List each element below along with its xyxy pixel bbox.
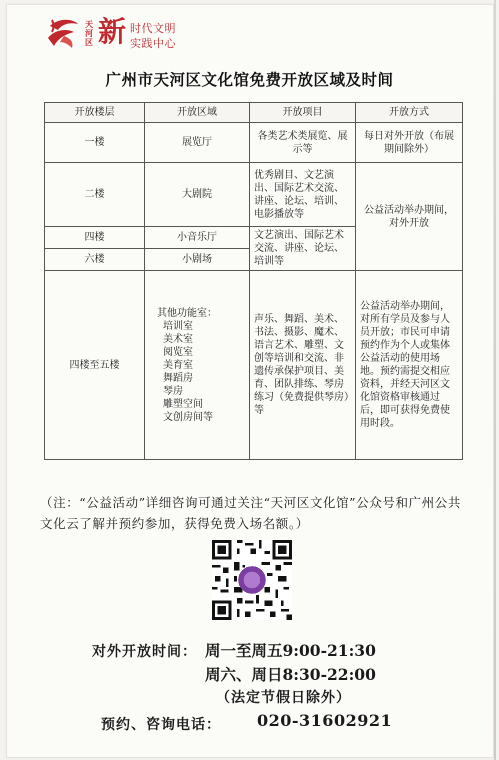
page-title: 广州市天河区文化馆免费开放区域及时间 (105, 71, 394, 89)
table-row (45, 271, 463, 460)
list-item: 文创房间等 (163, 411, 213, 423)
logo-swirl-icon (44, 16, 82, 50)
schedule-table (44, 102, 463, 460)
header-project: 开放项目 (250, 103, 356, 123)
header-method: 开放方式 (356, 103, 463, 123)
cell-project: 文艺演出、国际艺术交流、讲座、论坛、培训等 (250, 227, 356, 271)
hours-weekend: 周六、周日8:30-22:00 (205, 665, 376, 684)
hours-weekday: 周一至周五9:00-21:30 (205, 641, 376, 660)
qr-code-icon (212, 540, 292, 620)
cell-area: 小音乐厅 (145, 227, 250, 249)
cell-floor: 四楼至五楼 (45, 271, 145, 460)
logo-big-char: 新 (98, 15, 127, 48)
logo-line-2: 实践中心 (130, 37, 176, 50)
cell-area: 大剧院 (145, 163, 250, 227)
cell-project: 声乐、舞蹈、美术、书法、摄影、魔术、语言艺术、雕塑、文创等培训和交流、非遗传承保护项目、美育、团队排练、琴房练习（免费提供琴房）等 (250, 271, 356, 460)
table-row (45, 163, 463, 227)
list-item: 培训室 (163, 320, 193, 332)
contact-label: 预约、咨询电话： (101, 717, 221, 733)
cell-method-shared: 公益活动举办期间，对外开放 (356, 163, 463, 271)
logo-district: 天河区 (85, 20, 93, 47)
cell-method: 公益活动举办期间，对所有学员及参与人员开放；市民可申请预约作为个人或集体公益活动的使用场地。预约需提交相应资料，并经天河区文化馆资格审核通过后，即可获得免费使用时段。 (356, 271, 463, 460)
table-header-row (45, 103, 463, 123)
cell-area: 展览厅 (145, 123, 250, 163)
list-item: 美育室 (163, 359, 193, 371)
cell-floor: 二楼 (45, 163, 145, 227)
notice-text: （注：“公益活动”详细咨询可通过关注“天河区文化馆”公众号和广州公共文化云了解并预约参加，获得免费入场名额。） (40, 495, 461, 531)
list-item: 美术室 (163, 333, 193, 345)
cell-area-list (145, 271, 250, 460)
list-item: 舞蹈房 (163, 372, 193, 384)
hours-label: 对外开放时间： (92, 644, 197, 660)
cell-area: 小剧场 (145, 249, 250, 271)
contact-phone: 020-31602921 (257, 711, 393, 730)
cell-floor: 四楼 (45, 227, 145, 249)
table-row (45, 123, 463, 163)
header-area: 开放区域 (145, 103, 250, 123)
holiday-note: （法定节假日除外） (216, 690, 351, 706)
page-edge (494, 0, 496, 760)
logo (44, 14, 184, 54)
area-list-title: 其他功能室： (157, 307, 217, 319)
list-item: 琴房 (163, 385, 183, 397)
list-item: 阅览室 (163, 346, 193, 358)
cell-method: 每日对外开放（布展期间除外） (356, 123, 463, 163)
cell-project: 各类艺术类展览、展示等 (250, 123, 356, 163)
logo-line-1: 时代文明 (130, 22, 176, 35)
cell-floor: 一楼 (45, 123, 145, 163)
cell-project: 优秀剧目、文艺演出、国际艺术交流、讲座、论坛、培训、电影播放等 (250, 163, 356, 227)
header-floor: 开放楼层 (45, 103, 145, 123)
cell-floor: 六楼 (45, 249, 145, 271)
list-item: 雕塑空间 (163, 398, 203, 410)
